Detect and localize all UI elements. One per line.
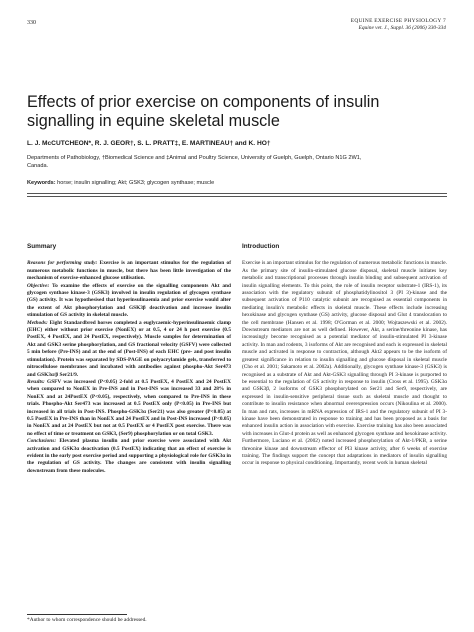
summary-paragraph-label: Methods: xyxy=(27,319,48,326)
summary-column xyxy=(27,243,231,475)
summary-paragraph-text: Elevated plasma insulin and prior exercise were associated with Akt activation and GSK3α deactivation (0.5 PostEX) indicating that an effect of exercise is evident in the early post exercise period and supporting a physiological role for GSK3α in the regulation of GS activity. The changes are consistent with insulin signalling downstream from these molecules. xyxy=(27,438,231,474)
journal-name: EQUINE EXERCISE PHYSIOLOGY 7 xyxy=(350,18,446,24)
keywords-text: horse; insulin signalling; Akt; GSK3; glycogen synthase; muscle xyxy=(57,180,215,186)
affiliation-line-2: Canada. xyxy=(27,162,49,169)
summary-paragraph-text: To examine the effects of exercise on the signalling components Akt and glycogen synthase kinase-3 (GSK3) involved in insulin regulation of glycogen synthase (GS) activity. It was hypothesised that hyperinsulinaemia and prior exercise would alter the extent of Akt phosphorylation and GSK3β deactivation and increase insulin stimulation of GS activity in skeletal muscle. xyxy=(27,282,231,319)
summary-paragraph xyxy=(27,438,231,475)
summary-paragraph-label: Conclusions: xyxy=(27,438,57,445)
summary-heading: Summary xyxy=(27,243,57,250)
keywords-label: Keywords: xyxy=(27,180,56,186)
keywords xyxy=(27,180,447,186)
article-title: Effects of prior exercise on components of insulin signalling in equine skeletal muscle xyxy=(27,93,380,130)
summary-paragraph xyxy=(27,379,231,438)
divider-top xyxy=(27,193,447,194)
journal-citation: Equine vet. J., Suppl. 36 (2006) 330-334 xyxy=(358,25,446,31)
affiliation xyxy=(27,155,447,170)
summary-body xyxy=(27,260,231,475)
journal-header xyxy=(246,18,446,32)
page-number: 330 xyxy=(27,20,36,26)
summary-paragraph-label: Reasons for performing study: xyxy=(27,260,98,267)
summary-paragraph-text: GSFV was increased (P<0.05) 2-fold at 0.5 PostEX, 4 PostEX and 24 PostEX when compared to NonEX in Pre-INS and in Post-INS was increased 33 and 28% in NonEX and at 24PostEX (P<0.05), respectively, when compared to Pre-INS in these trials. Phospho-Akt Ser473 was increased at 0.5 PostEX only (P<0.05) in Pre-INS but increased in all trials in Post-INS. Phospho-GSK3α (Ser21) was also greater (P<0.05) at 0.5 PostEX in Pre-INS than in NonEX and 24 PostEX and in Post-INS increased (P<0.05) in NonEX and at 24 PostEX but not at 0.5 PostEX or 4 PostEX post exercise. There was no effect of time or treatment on GSK3, (Ser9) phosphorylation or on total GSK3. xyxy=(27,378,232,437)
author-list: L. J. McCUTCHEON*, R. J. GEOR†, S. L. PRATT‡, E. MARTINEAU† and K. HO† xyxy=(27,140,271,147)
summary-paragraph xyxy=(27,320,231,379)
footnote: *Author to whom correspondence should be addressed. xyxy=(27,617,147,623)
footnote-rule xyxy=(27,614,127,615)
introduction-heading: Introduction xyxy=(242,243,280,250)
introduction-column xyxy=(242,243,447,468)
affiliation-line-1: Departments of Pathobiology, †Biomedical Science and ‡Animal and Poultry Science, University of Guelph, Guelph, Ontario N1G 2W1, xyxy=(27,155,362,161)
introduction-text: Exercise is an important stimulus for the regulation of numerous metabolic functions in muscle. As the primary site of insulin-stimulated glucose disposal, skeletal muscle initiates key metabolic and transcriptional processes through insulin binding and subsequent activation of insulin signalling elements. To this point, the role of insulin receptor substrate-1 (IRS-1), its association with the regulatory subunit of phosphatidylinositol 3 (PI 3)-kinase and the subsequent activation of P110 catalytic subunit are recognised as essential components in mediating insulin's metabolic effects in skeletal muscle. These effects include increasing hexokinase and glycogen synthase (GS) activity, glucose disposal and Glut 4 translocation to the cell membrane (Hansen et al. 1998; O'Gorman et al. 2000; Wojtaszewski et al. 2002). Downstream mediators are not as well defined. However, Akt, a serine/threonine kinase, has increasingly become recognised as a potential mediator of insulin-stimulated PI 3-kinase activity. In man and rodents, 3 isoforms of Akt are recognised and each is expressed in skeletal muscle and activated in response to contraction, although Akt2 appears to be the isoform of greatest significance in relation to insulin signalling and glucose disposal in skeletal muscle (Cho et al. 2001; Sakamoto et al. 2002a). Additionally, glycogen synthase kinase-3 (GSK3) is recognised as a substrate of Akt and Akt-GSK3 signalling through PI 3-kinase is purported to be essential to the regulation of GS activity in response to insulin (Cross et al. 1995). GSK3α and GSK3β, 2 isoforms of GSK3 phosphorylated on Ser21 and Ser9, respectively, are expressed in insulin-sensitive peripheral tissue such as skeletal muscle and thought to contribute to insulin resistance when abnormal overexpression occurs (Nikoulina et al. 2000). In man and rats, increases in mRNA expression of IRS-1 and the regulatory subunit of PI 3-kinase have been demonstrated in response to training and has been proposed as a basis for enhanced insulin action in association with exercise. Exercise training has also been associated with increases in Glut-4 protein as well as enhanced glycogen synthase and hexokinase activity. Furthermore, Luciano et al. (2002) noted increased phosphorylation of Akt-1/PKB, a serine threonine kinase and downstream effector of PI3 kinase activity, after 6 weeks of exercise training. The findings support the concept that adaptations in mediators of insulin signalling occur in response to physical conditioning. Importantly, recent work in human skeletal xyxy=(242,260,447,467)
summary-paragraph xyxy=(27,260,231,282)
summary-paragraph-text: Exercise is an important stimulus for the regulation of numerous metabolic functions in muscle, but there has been little investigation of the mechanism of exercise-enhanced glucose utilisation. xyxy=(27,260,232,282)
summary-paragraph-label: Objective: xyxy=(27,282,50,289)
divider-bottom xyxy=(27,196,447,197)
summary-paragraph-text: Eight Standardbred horses completed a euglycaemic-hyperinsulinaemic clamp (EHC) either without prior exercise (NonEX) or at 0.5, 4 or 24 h post exercise (0.5 PostEX, 4 PostEX, and 24 PostEX, respectively). Muscle samples for determination of Akt and GSK3 serine phosphorylation, and GS fractional velocity (GSFV) were collected 5 min before (Pre-INS) and at the end of (Post-INS) of each EHC (pre- and post insulin stimulation). Protein was separated by SDS-PAGE on polyacrylamide gels, transferred to nitrocellulose membranes and incubated with antibodies against phospho-Akt Ser473 and GSK3α/β Ser21/9. xyxy=(27,319,231,378)
summary-paragraph xyxy=(27,283,231,320)
summary-paragraph-label: Results: xyxy=(27,378,45,385)
